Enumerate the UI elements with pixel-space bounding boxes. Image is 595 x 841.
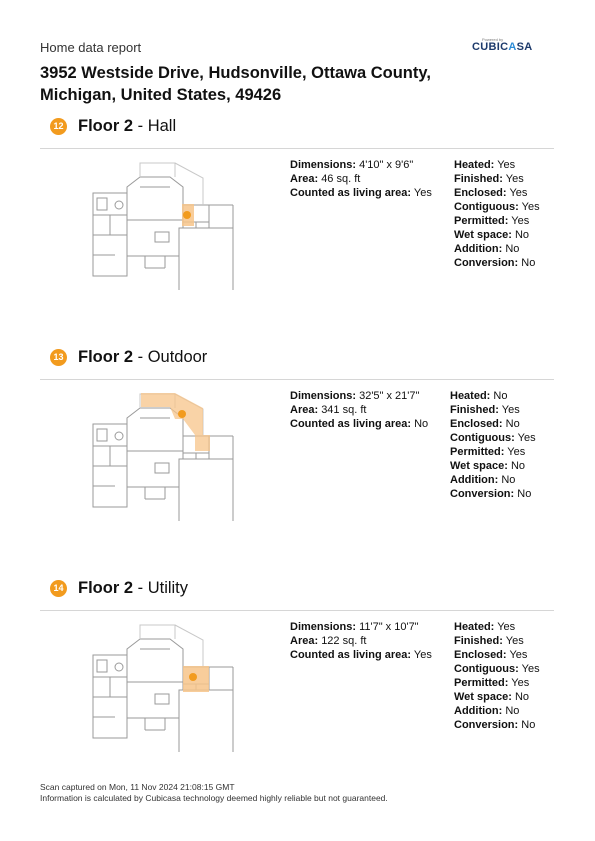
conversion-label: Conversion:	[454, 719, 519, 731]
room-number-badge: 13	[50, 349, 67, 366]
finished-value: Yes	[505, 173, 524, 185]
room-title	[78, 348, 207, 367]
section-divider	[40, 379, 554, 380]
heated-label: Heated:	[454, 159, 495, 171]
conversion-value: No	[521, 257, 536, 269]
room-title	[78, 117, 176, 136]
section-divider	[40, 610, 554, 611]
title-separator: -	[133, 579, 148, 597]
title-separator: -	[133, 348, 148, 366]
addition-value: No	[505, 705, 520, 717]
report-footer	[40, 782, 388, 804]
property-address	[40, 62, 520, 106]
living-area-value: Yes	[413, 649, 432, 661]
logo-brand	[472, 41, 532, 53]
permitted-value: Yes	[511, 215, 530, 227]
enclosed-value: Yes	[509, 187, 528, 199]
finished-label: Finished:	[450, 404, 499, 416]
title-separator: -	[133, 117, 148, 135]
room-attributes-block	[450, 389, 536, 501]
contiguous-value: Yes	[521, 201, 540, 213]
finished-label: Finished:	[454, 635, 503, 647]
floor-label: Floor 2	[78, 117, 134, 135]
room-attributes-block	[454, 158, 540, 270]
room-section	[0, 580, 595, 810]
wet-space-value: No	[514, 691, 529, 703]
area-label: Area:	[290, 404, 319, 416]
room-section	[0, 349, 595, 579]
room-number-badge: 12	[50, 118, 67, 135]
permitted-value: Yes	[507, 446, 526, 458]
conversion-label: Conversion:	[454, 257, 519, 269]
floor-label: Floor 2	[78, 348, 134, 366]
logo-brand-part-a: CUBIC	[472, 41, 509, 53]
finished-value: Yes	[505, 635, 524, 647]
heated-value: Yes	[497, 621, 516, 633]
room-number-badge: 14	[50, 580, 67, 597]
room-attributes-block	[454, 620, 540, 732]
scan-captured-note: Scan captured on Mon, 11 Nov 2024 21:08:15 GMT	[40, 782, 235, 792]
wet-space-label: Wet space:	[450, 460, 508, 472]
cubicasa-logo	[472, 37, 552, 57]
conversion-label: Conversion:	[450, 488, 515, 500]
dimensions-label: Dimensions:	[290, 390, 357, 402]
enclosed-label: Enclosed:	[454, 649, 507, 661]
dimensions-value: 4'10" x 9'6"	[359, 159, 414, 171]
finished-value: Yes	[501, 404, 520, 416]
living-area-value: No	[414, 418, 429, 430]
room-title	[78, 579, 188, 598]
address-line-2: Michigan, United States, 49426	[40, 86, 282, 104]
addition-label: Addition:	[450, 474, 499, 486]
room-name: Outdoor	[147, 348, 208, 366]
heated-value: Yes	[497, 159, 516, 171]
heated-label: Heated:	[454, 621, 495, 633]
living-area-label: Counted as living area:	[290, 418, 412, 430]
dimensions-value: 11'7" x 10'7"	[359, 621, 419, 633]
permitted-value: Yes	[511, 677, 530, 689]
area-value: 341 sq. ft	[321, 404, 367, 416]
room-name: Utility	[147, 579, 189, 597]
area-label: Area:	[290, 635, 319, 647]
permitted-label: Permitted:	[450, 446, 505, 458]
floor-plan-thumbnail	[85, 160, 235, 290]
floor-plan-thumbnail	[85, 391, 235, 521]
finished-label: Finished:	[454, 173, 503, 185]
section-divider	[40, 148, 554, 149]
enclosed-value: Yes	[509, 649, 528, 661]
addition-value: No	[505, 243, 520, 255]
permitted-label: Permitted:	[454, 677, 509, 689]
disclaimer-note: Information is calculated by Cubicasa technology deemed highly reliable but not guaranteed.	[40, 793, 388, 803]
room-name: Hall	[147, 117, 177, 135]
dimensions-label: Dimensions:	[290, 159, 357, 171]
area-value: 46 sq. ft	[321, 173, 361, 185]
logo-brand-part-c: SA	[516, 41, 533, 53]
living-area-value: Yes	[413, 187, 432, 199]
floor-label: Floor 2	[78, 579, 134, 597]
logo-powered-by: Powered by	[482, 37, 504, 42]
area-label: Area:	[290, 173, 319, 185]
wet-space-value: No	[514, 229, 529, 241]
enclosed-label: Enclosed:	[454, 187, 507, 199]
room-dimensions-block	[290, 620, 432, 662]
dimensions-value: 32'5" x 21'7"	[359, 390, 420, 402]
enclosed-label: Enclosed:	[450, 418, 503, 430]
addition-value: No	[501, 474, 516, 486]
living-area-label: Counted as living area:	[290, 649, 412, 661]
wet-space-value: No	[510, 460, 525, 472]
area-value: 122 sq. ft	[321, 635, 367, 647]
logo-brand-part-b: A	[508, 41, 517, 53]
conversion-value: No	[521, 719, 536, 731]
heated-label: Heated:	[450, 390, 491, 402]
room-dimensions-block	[290, 389, 428, 431]
contiguous-label: Contiguous:	[454, 201, 519, 213]
enclosed-value: No	[505, 418, 520, 430]
contiguous-value: Yes	[517, 432, 536, 444]
contiguous-label: Contiguous:	[454, 663, 519, 675]
dimensions-label: Dimensions:	[290, 621, 357, 633]
addition-label: Addition:	[454, 243, 503, 255]
heated-value: No	[493, 390, 508, 402]
contiguous-label: Contiguous:	[450, 432, 515, 444]
permitted-label: Permitted:	[454, 215, 509, 227]
room-dimensions-block	[290, 158, 432, 200]
address-line-1: 3952 Westside Drive, Hudsonville, Ottawa County,	[40, 64, 431, 82]
wet-space-label: Wet space:	[454, 229, 512, 241]
room-section	[0, 118, 595, 348]
addition-label: Addition:	[454, 705, 503, 717]
contiguous-value: Yes	[521, 663, 540, 675]
living-area-label: Counted as living area:	[290, 187, 412, 199]
floor-plan-thumbnail	[85, 622, 235, 752]
wet-space-label: Wet space:	[454, 691, 512, 703]
conversion-value: No	[517, 488, 532, 500]
report-label: Home data report	[40, 40, 142, 55]
